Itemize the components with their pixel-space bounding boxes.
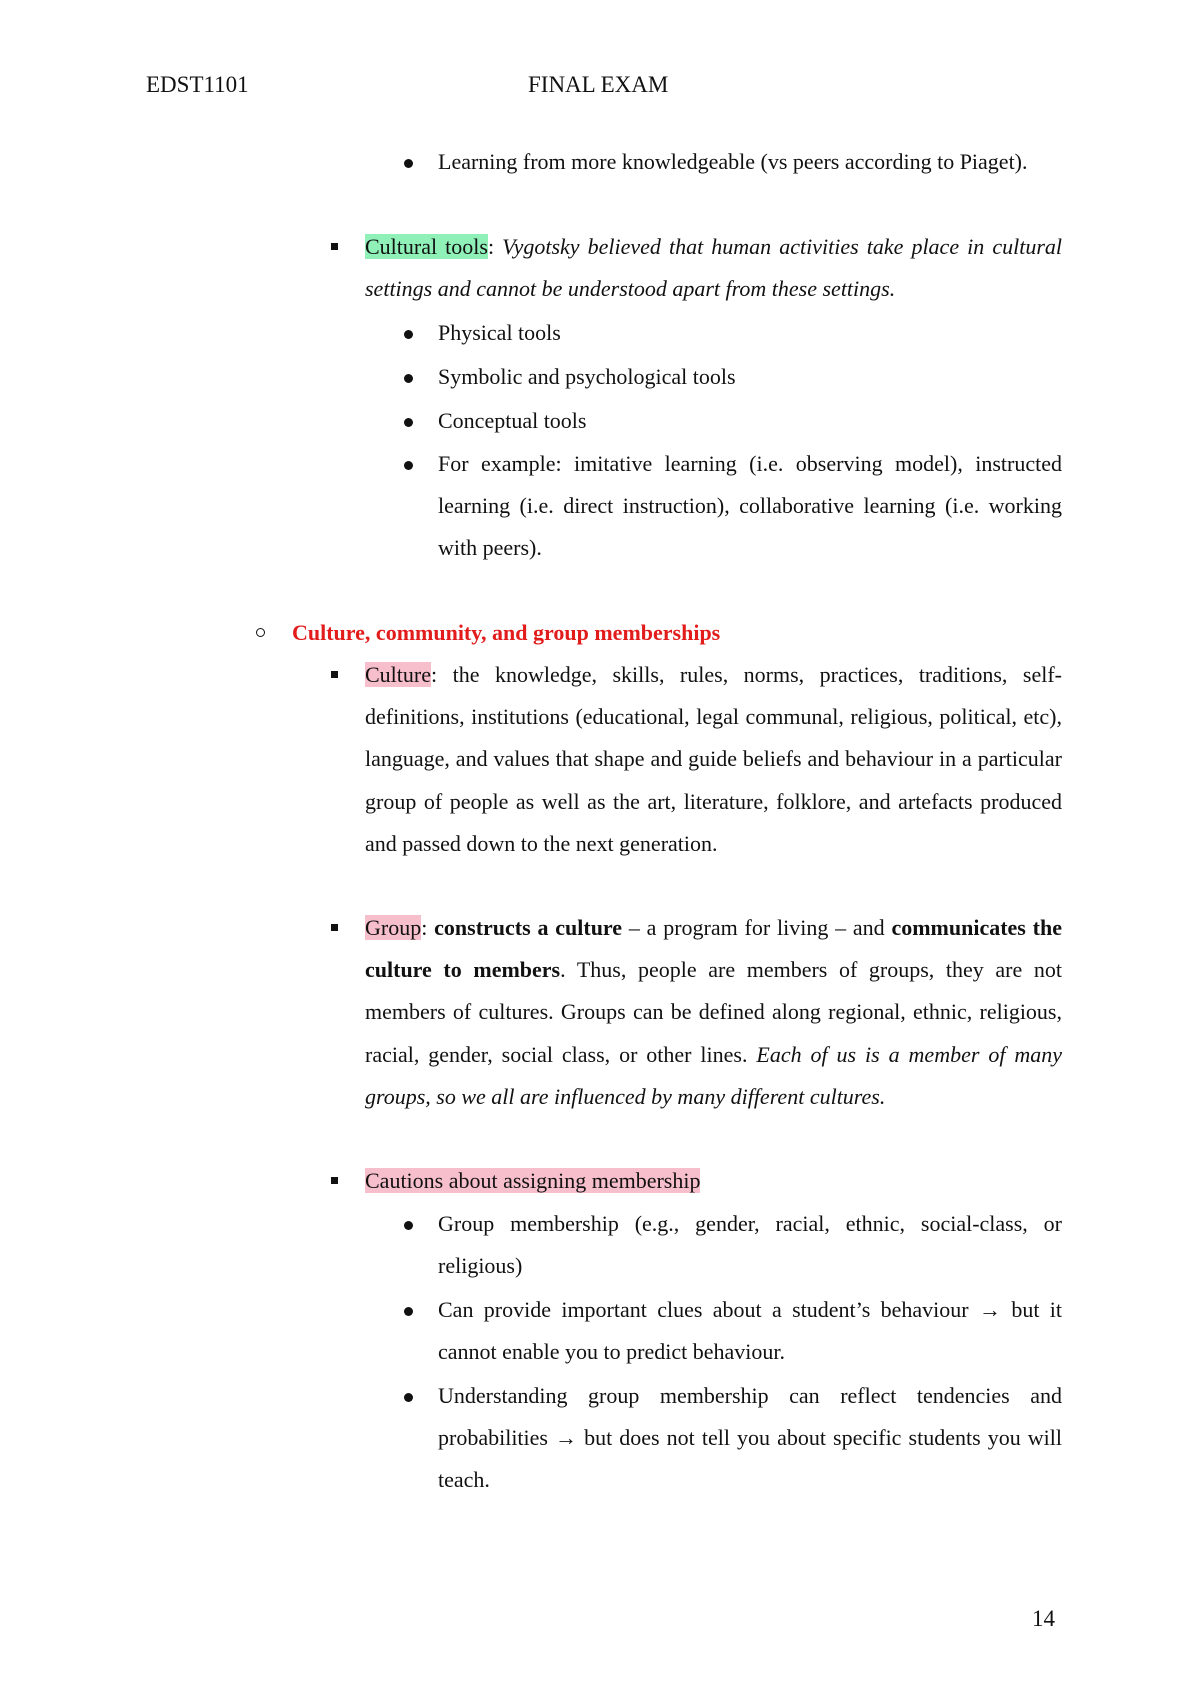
bullet-dot-icon [404,330,413,339]
list-item-text: Physical tools [438,320,561,345]
cultural-tools-term: Cultural tools [365,234,488,259]
bullet-dot-icon [404,1221,413,1230]
page-number: 14 [1032,1606,1055,1631]
list-item-text: Understanding group membership can reflect tendencies and probabilities → but does not tell you about specific students you will teach. [438,1383,1062,1493]
list-item-culture [365,654,1062,865]
bullet-square-icon [331,671,338,678]
list-item-learning-from-more [438,141,1062,183]
list-item-text: Learning from more knowledgeable (vs peers according to Piaget). [438,149,1028,174]
section-heading-culture [292,612,1062,654]
list-item-caution-1 [438,1203,1062,1287]
group-text-rest: . Thus, people are members of groups, they are not members of cultures. Groups can be defined along regional, ethnic, religious, racial, gender, social class, or other lines. [365,957,1062,1067]
bullet-dot-icon [404,159,413,168]
header-title: FINAL EXAM [528,72,669,97]
bullet-dot-icon [404,374,413,383]
list-item-physical-tools [438,312,1062,354]
list-item-text: Conceptual tools [438,408,587,433]
cautions-heading: Cautions about assigning membership [365,1168,701,1193]
culture-definition: : the knowledge, skills, rules, norms, practices, traditions, self-definitions, institutions (educational, legal communal, religious, political, etc), language, and values that shape and guide beliefs and behaviour in a particular group of people as well as the art, literature, folklore, and artefacts produced and passed down to the next generation. [365,662,1062,856]
bullet-square-icon [331,924,338,931]
group-term: Group [365,915,422,940]
list-item-for-example [438,443,1062,570]
list-item-caution-2 [438,1289,1062,1373]
group-text-mid: – a program for living – and [622,915,892,940]
list-item-conceptual-tools [438,400,1062,442]
list-item-cultural-tools [365,226,1062,310]
list-item-caution-3 [438,1375,1062,1502]
bullet-dot-icon [404,461,413,470]
bullet-square-icon [331,1177,338,1184]
bullet-square-icon [331,243,338,250]
list-item-symbolic-tools [438,356,1062,398]
bullet-dot-icon [404,418,413,427]
bullet-dot-icon [404,1307,413,1316]
colon: : [487,234,495,259]
bullet-circle-icon [256,628,265,637]
bullet-dot-icon [404,1393,413,1402]
group-bold-communicates: communicates the culture to members [365,915,1062,983]
group-italic-note: Each of us is a member of many groups, so we all are influenced by many different cultures. [365,1041,1063,1109]
cultural-tools-definition: Vygotsky believed that human activities take place in cultural settings and cannot be understood apart from these settings. [365,234,1063,302]
list-item-text: For example: imitative learning (i.e. observing model), instructed learning (i.e. direct instruction), collaborative learning (i.e. working with peers). [438,451,1062,561]
list-item-text: Symbolic and psychological tools [438,364,736,389]
colon: : [421,915,428,940]
list-item-group [365,907,1062,1118]
culture-term: Culture [365,662,431,687]
header-course-code: EDST1101 [146,72,249,97]
list-item-text: Can provide important clues about a student’s behaviour → but it cannot enable you to predict behaviour. [438,1297,1062,1365]
section-heading-text: Culture, community, and group memberships [292,620,721,645]
list-item-text: Group membership (e.g., gender, racial, ethnic, social-class, or religious) [438,1211,1062,1279]
group-bold-constructs: constructs a culture [434,915,623,940]
list-item-cautions [365,1160,1062,1202]
